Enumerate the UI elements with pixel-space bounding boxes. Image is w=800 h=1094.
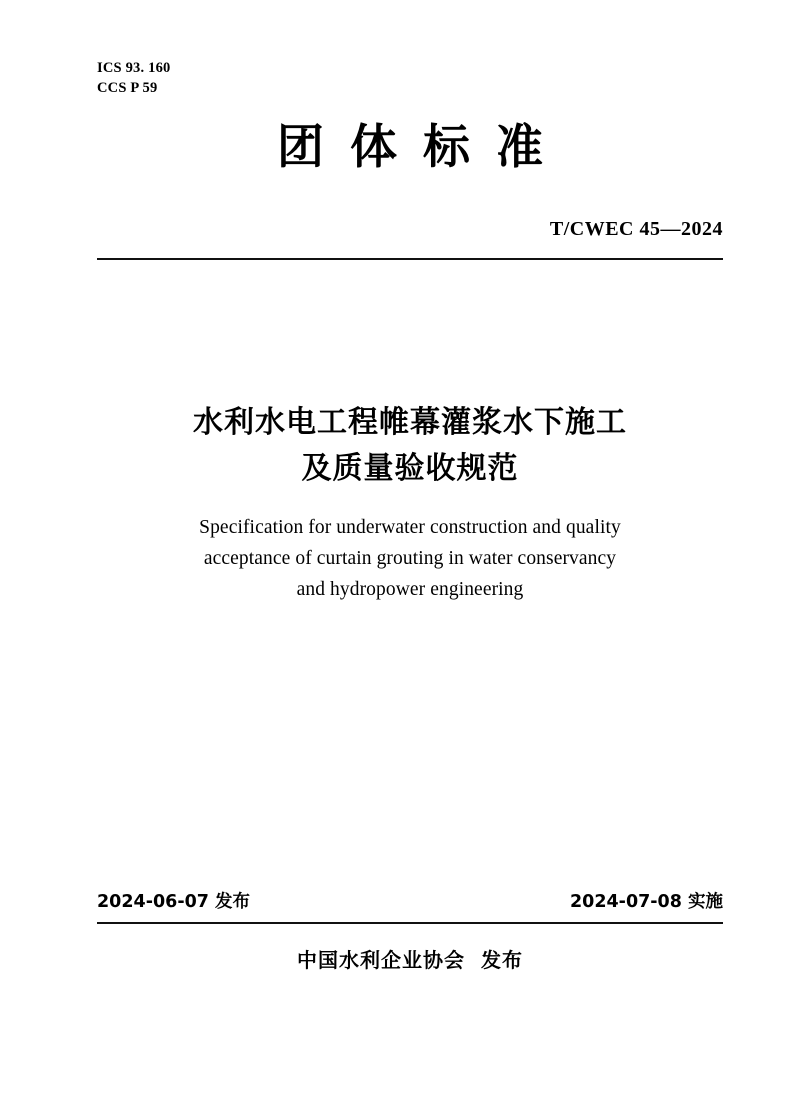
date-line bbox=[97, 888, 723, 914]
title-en-line-1: Specification for underwater construction and quality bbox=[199, 517, 621, 538]
page-subtitle-english bbox=[127, 512, 693, 605]
page-title bbox=[97, 400, 723, 492]
title-cn-line-2: 及质量验收规范 bbox=[301, 451, 519, 486]
title-en-line-2: acceptance of curtain grouting in water conservancy bbox=[203, 548, 617, 569]
ccs-code: CCS P 59 bbox=[97, 80, 158, 96]
issue-date: 2024-06-07 发布 bbox=[97, 892, 251, 912]
standard-number: T/CWEC 45—2024 bbox=[549, 218, 723, 240]
classification-codes bbox=[97, 58, 171, 98]
cover-content bbox=[97, 0, 723, 1094]
footer-divider bbox=[97, 922, 723, 924]
document-type-banner: 团体标准 bbox=[277, 120, 569, 175]
title-cn-line-1: 水利水电工程帷幕灌浆水下施工 bbox=[193, 405, 627, 440]
implementation-date: 2024-07-08 实施 bbox=[569, 892, 723, 912]
title-en-line-3: and hydropower engineering bbox=[296, 579, 524, 600]
ics-code: ICS 93. 160 bbox=[97, 60, 171, 76]
publisher-name: 中国水利企业协会 发布 bbox=[297, 948, 523, 972]
header-divider bbox=[97, 258, 723, 260]
